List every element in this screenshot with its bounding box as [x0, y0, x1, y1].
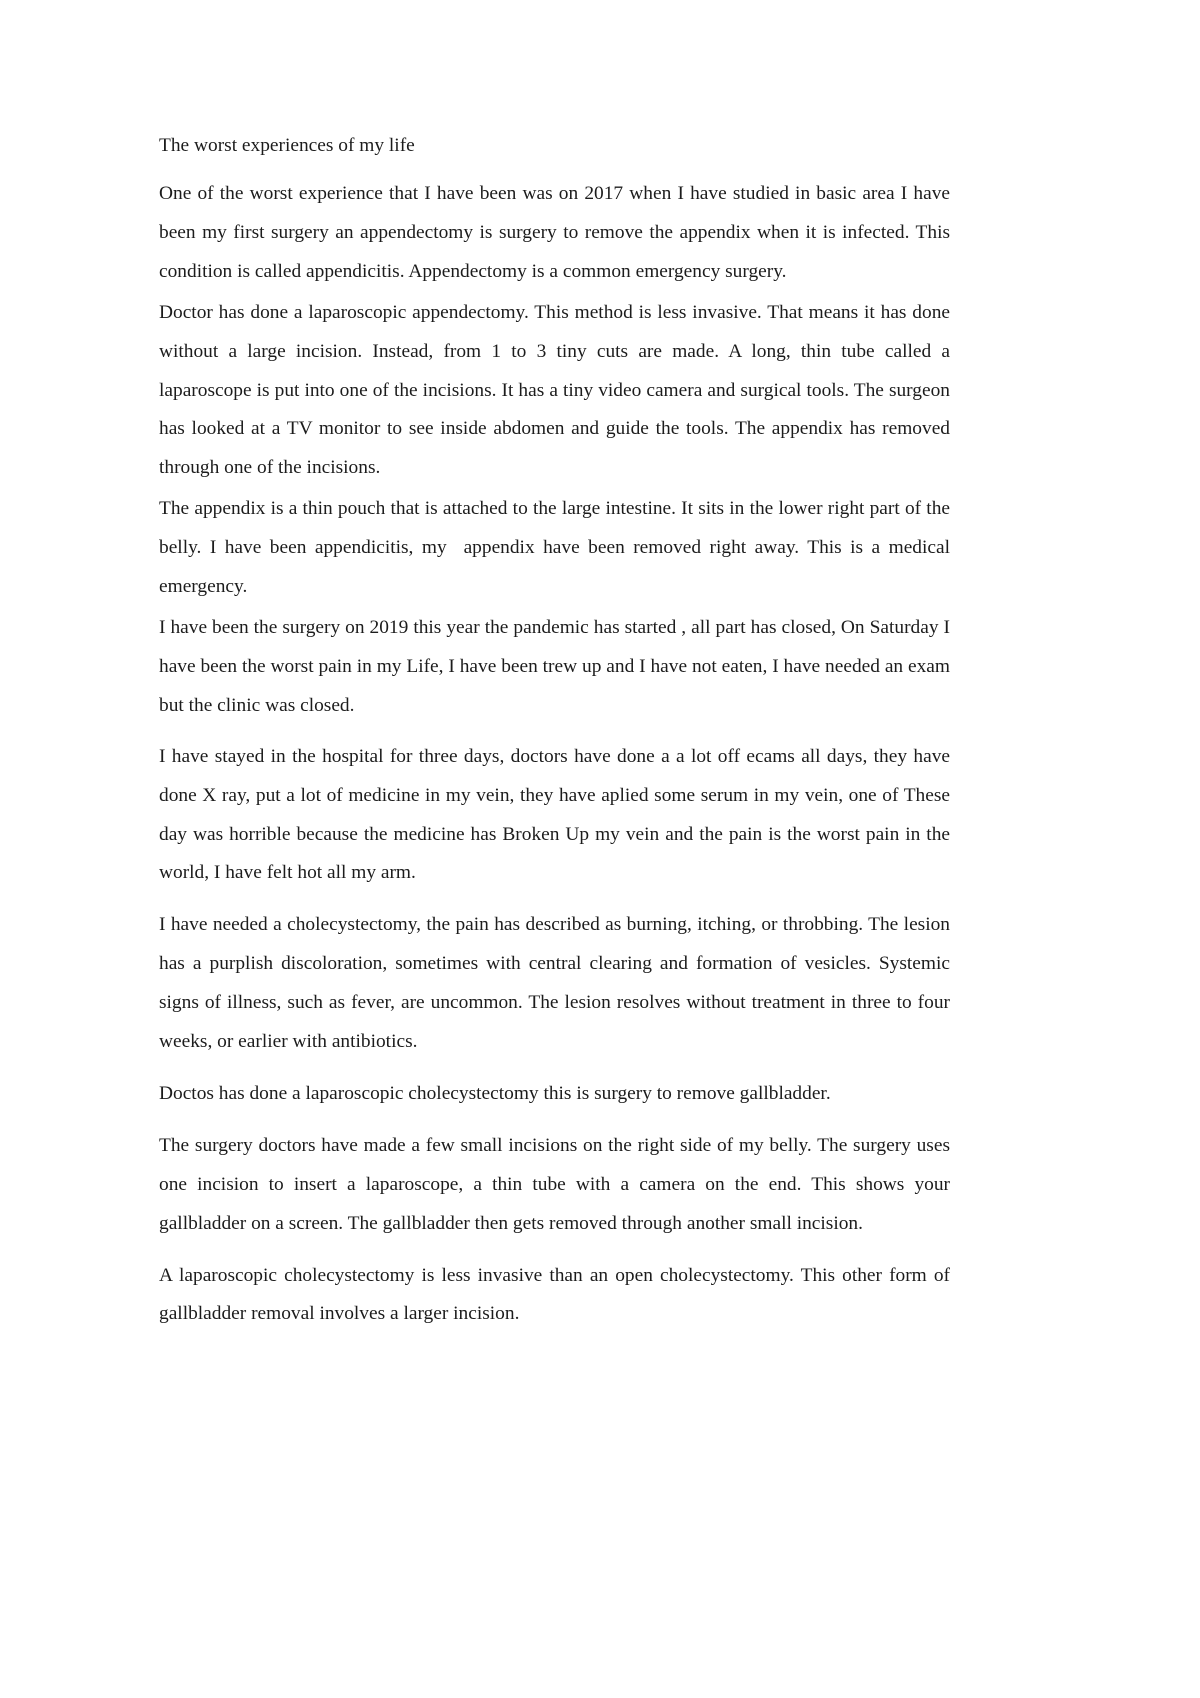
paragraph: I have needed a cholecystectomy, the pain has described as burning, itching, or throbbing. The lesion has a purplish discoloration, sometimes with central clearing and formation of vesicles. Systemic signs of illness, such as fever, are uncommon. The lesion resolves without treatment in three to four weeks, or earlier with antibiotics. — [159, 914, 955, 1053]
paragraph: Doctor has done a laparoscopic appendectomy. This method is less invasive. That means it has done without a large incision. Instead, from 1 to 3 tiny cuts are made. A long, thin tube called a laparoscope is put into one of the incisions. It has a tiny video camera and surgical tools. The surgeon has looked at a TV monitor to see inside abdomen and guide the tools. The appendix has removed through one of the incisions. — [159, 301, 955, 479]
paragraph: The appendix is a thin pouch that is attached to the large intestine. It sits in the lower right part of the belly. I have been appendicitis, my appendix have been removed right away. This is a medical emergency. — [159, 498, 955, 598]
paragraph: One of the worst experience that I have been was on 2017 when I have studied in basic area I have been my first surgery an appendectomy is surgery to remove the appendix when it is infected. This condition is called appendicitis. Appendectomy is a common emergency surgery. — [159, 183, 955, 282]
document-body — [159, 128, 955, 1334]
paragraph: The surgery doctors have made a few small incisions on the right side of my belly. The surgery uses one incision to insert a laparoscope, a thin tube with a camera on the end. This shows your gallbladder on a screen. The gallbladder then gets removed through another small incision. — [159, 1134, 955, 1234]
document-title: The worst experiences of my life — [159, 135, 415, 156]
paragraph: Doctos has done a laparoscopic cholecystectomy this is surgery to remove gallbladder. — [159, 1082, 831, 1104]
paragraph: A laparoscopic cholecystectomy is less invasive than an open cholecystectomy. This other form of gallbladder removal involves a larger incision. — [159, 1264, 955, 1325]
paragraph: I have been the surgery on 2019 this year the pandemic has started , all part has closed, On Saturday I have been the worst pain in my Life, I have been trew up and I have not eaten, I have needed an exam but the clinic was closed. — [159, 616, 955, 716]
paragraph: I have stayed in the hospital for three days, doctors have done a a lot off ecams all days, they have done X ray, put a lot of medicine in my vein, they have aplied some serum in my vein, one of These day was horrible because the medicine has Broken Up my vein and the pain is the worst pain in the world, I have felt hot all my arm. — [159, 745, 955, 884]
